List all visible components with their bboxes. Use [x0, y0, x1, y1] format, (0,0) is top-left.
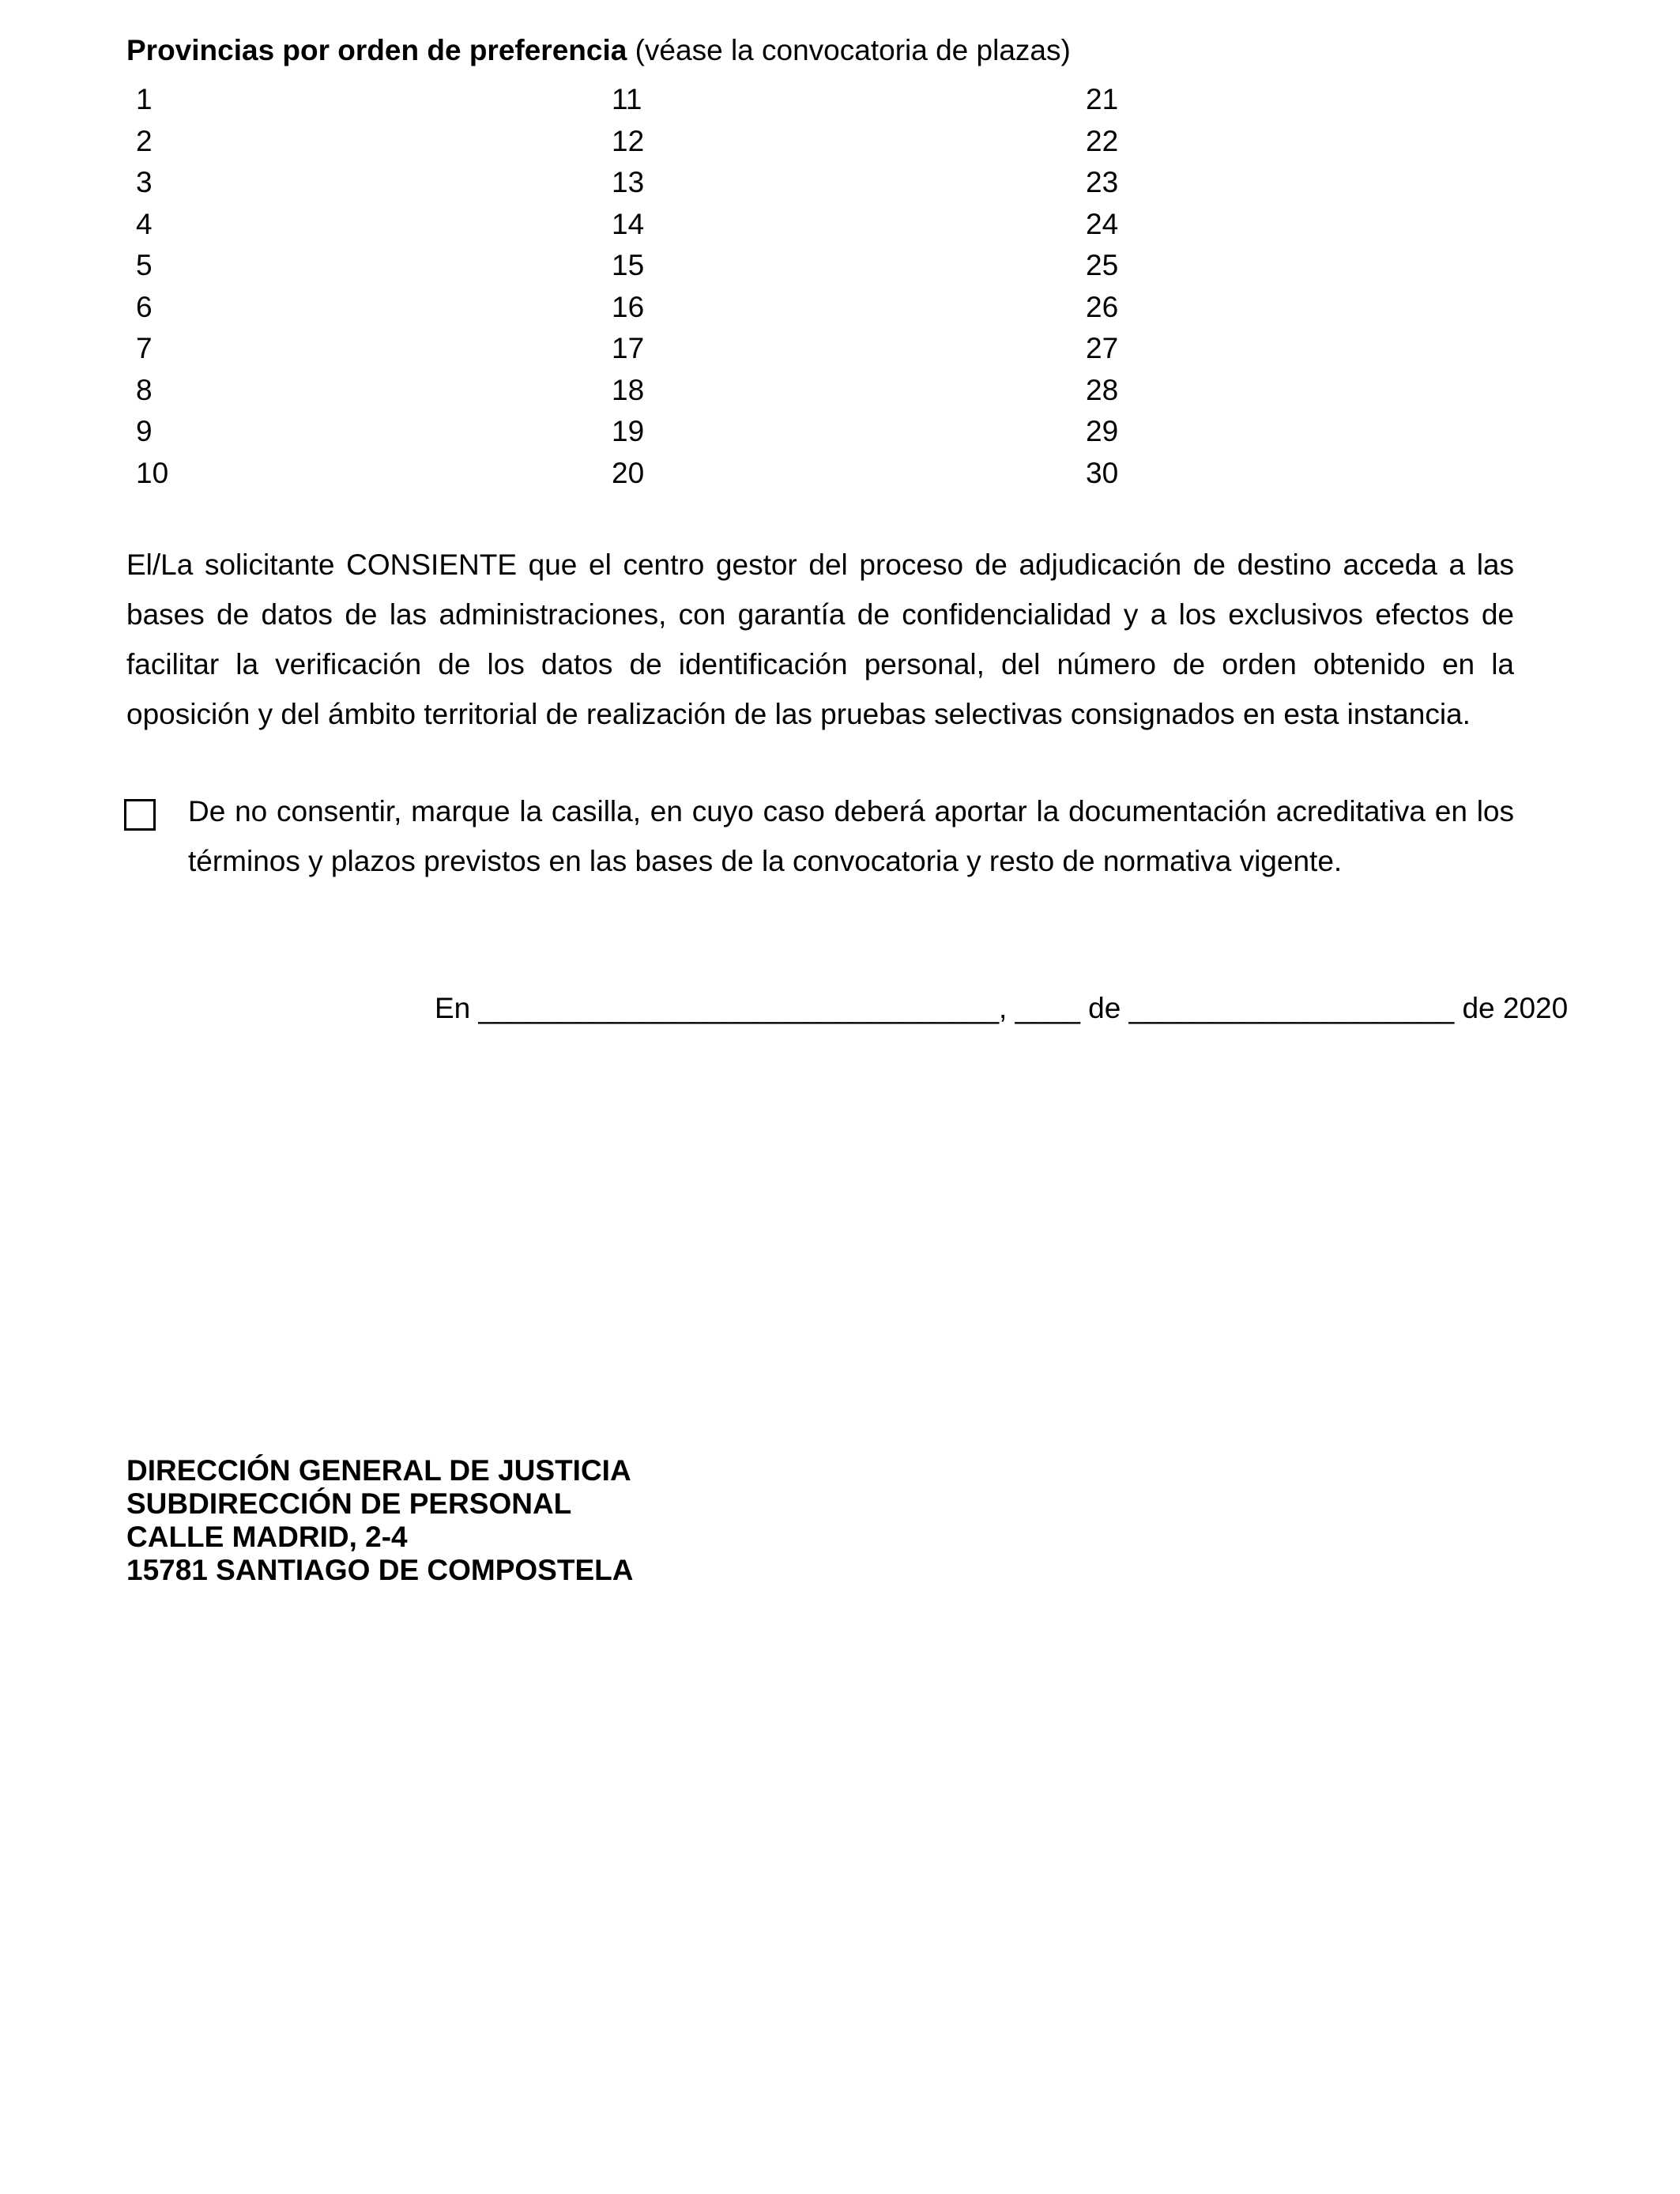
no-consent-checkbox[interactable]	[124, 799, 156, 831]
province-slot: 27	[1086, 332, 1119, 364]
province-slot: 6	[136, 290, 153, 323]
provinces-heading	[126, 32, 1071, 70]
province-slot: 30	[1086, 456, 1119, 489]
province-slot: 19	[612, 415, 645, 447]
province-slot: 4	[136, 207, 153, 240]
provinces-column-2	[612, 79, 644, 494]
provinces-column-3	[1086, 79, 1118, 494]
province-slot: 3	[136, 166, 153, 198]
province-slot: 24	[1086, 207, 1119, 240]
province-slot: 18	[612, 373, 645, 406]
place-date-line[interactable]: En ________________________________, ____ de ____________________ de 2020	[435, 992, 1569, 1024]
province-slot: 16	[612, 290, 645, 323]
province-slot: 26	[1086, 290, 1119, 323]
province-slot: 8	[136, 373, 153, 406]
province-slot: 22	[1086, 124, 1119, 157]
province-slot: 12	[612, 124, 645, 157]
province-slot: 21	[1086, 83, 1119, 115]
province-slot: 14	[612, 207, 645, 240]
consent-paragraph: El/La solicitante CONSIENTE que el centro gestor del proceso de adjudicación de destino acceda a las bases de datos de las administraciones, con garantía de confidencialidad y a los exclusivos efectos de facilitar la verificación de los datos de identificación personal, del número de orden obtenido en la oposición y del ámbito territorial de realización de las pruebas selectivas consignados en esta instancia.	[126, 548, 1514, 730]
province-slot: 10	[136, 456, 169, 489]
province-slot: 7	[136, 332, 153, 364]
province-slot: 11	[612, 83, 642, 115]
address-block	[126, 1454, 633, 1587]
province-slot: 29	[1086, 415, 1119, 447]
address-line: DIRECCIÓN GENERAL DE JUSTICIA	[126, 1454, 631, 1487]
province-slot: 28	[1086, 373, 1119, 406]
province-slot: 9	[136, 415, 153, 447]
province-slot: 15	[612, 249, 645, 281]
address-line: SUBDIRECCIÓN DE PERSONAL	[126, 1487, 572, 1520]
province-slot: 13	[612, 166, 645, 198]
no-consent-label: De no consentir, marque la casilla, en cuyo caso deberá aportar la documentación acreditativa en los términos y plazos previstos en las bases de la convocatoria y resto de normativa vigente.	[188, 795, 1514, 877]
address-line: CALLE MADRID, 2-4	[126, 1521, 408, 1553]
province-slot: 17	[612, 332, 645, 364]
province-slot: 23	[1086, 166, 1119, 198]
provinces-column-1	[136, 79, 168, 494]
province-slot: 20	[612, 456, 645, 489]
province-slot: 1	[136, 83, 153, 115]
address-line: 15781 SANTIAGO DE COMPOSTELA	[126, 1554, 634, 1586]
province-slot: 5	[136, 249, 153, 281]
provinces-heading-note: (véase la convocatoria de plazas)	[635, 34, 1071, 66]
provinces-heading-bold: Provincias por orden de preferencia	[126, 34, 627, 66]
province-slot: 25	[1086, 249, 1119, 281]
province-slot: 2	[136, 124, 153, 157]
